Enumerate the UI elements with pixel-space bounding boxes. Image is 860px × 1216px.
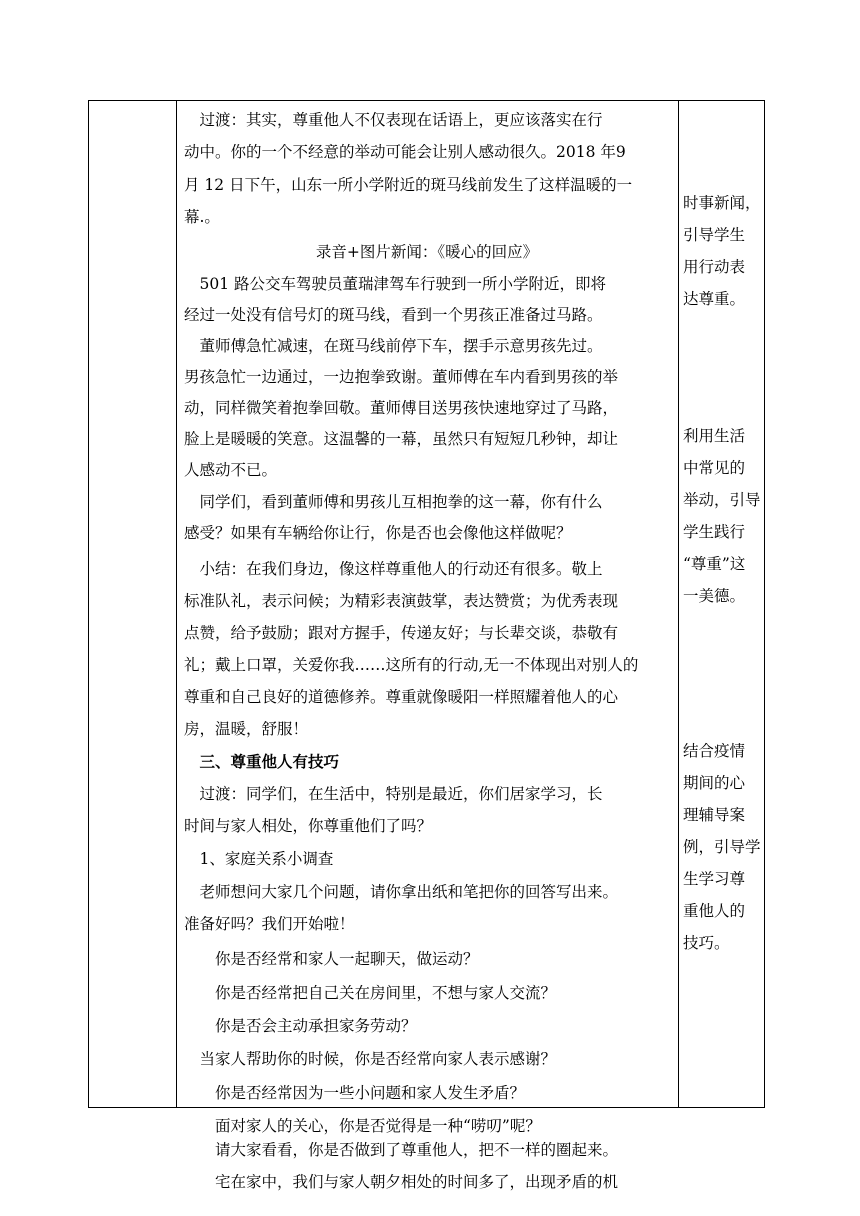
content-line: 请大家看看，你是否做到了尊重他人，把不一样的圈起来。 — [184, 1141, 619, 1159]
content-line: 董师傅急忙减速，在斑马线前停下车，摆手示意男孩先过。 — [184, 337, 603, 355]
content-line: 过渡：其实，尊重他人不仅表现在话语上，更应该落实在行 — [184, 111, 603, 129]
content-line: 过渡：同学们，在生活中，特别是最近，你们居家学习，长 — [184, 785, 603, 803]
content-line: 准备好吗？我们开始啦！ — [184, 915, 355, 933]
content-line: 1、家庭关系小调查 — [184, 850, 334, 868]
content-line: 礼；戴上口罩，关爱你我……这所有的行动,无一不体现出对别人的 — [184, 656, 639, 674]
design-note-line: 举动，引导 — [683, 491, 761, 509]
design-note-line: 时事新闻， — [683, 194, 761, 212]
design-note-line: 生学习尊 — [683, 870, 746, 888]
content-line: 房，温暖，舒服！ — [184, 720, 309, 738]
content-line: 感受？如果有车辆给你让行，你是否也会像他这样做呢？ — [184, 524, 572, 542]
content-line: 尊重和自己良好的道德修养。尊重就像暖阳一样照耀着他人的心 — [184, 688, 619, 706]
content-line: 幕.。 — [184, 208, 220, 226]
content-line: 月 12 日下午，山东一所小学附近的斑马线前发生了这样温暖的一 — [184, 176, 633, 194]
design-note-line: 中常见的 — [683, 459, 746, 477]
design-note-line: 利用生活 — [683, 427, 746, 445]
content-line: 面对家人的关心，你是否觉得是一种“唠叨”呢？ — [184, 1117, 541, 1135]
design-note-line: 结合疫情 — [683, 742, 746, 760]
content-line: 同学们，看到董师傅和男孩儿互相抱拳的这一幕，你有什么 — [184, 493, 603, 511]
content-line: 501 路公交车驾驶员董瑞津驾车行驶到一所小学附近，即将 — [184, 275, 607, 293]
content-line: 你是否经常因为一些小问题和家人发生矛盾？ — [184, 1084, 526, 1102]
column-divider-left — [176, 101, 177, 1107]
design-note-line: 引导学生 — [683, 226, 746, 244]
content-line: 脸上是暖暖的笑意。这温馨的一幕，虽然只有短短几秒钟，却让 — [184, 430, 619, 448]
content-line: 动中。你的一个不经意的举动可能会让别人感动很久。2018 年9 — [184, 143, 626, 161]
section-heading: 三、尊重他人有技巧 — [184, 752, 340, 771]
content-line: 时间与家人相处，你尊重他们了吗？ — [184, 817, 433, 835]
content-line: 标准队礼，表示问候；为精彩表演鼓掌，表达赞赏；为优秀表现 — [184, 592, 619, 610]
content-line: 经过一处没有信号灯的斑马线，看到一个男孩正准备过马路。 — [184, 306, 603, 324]
content-line: 你是否经常把自己关在房间里，不想与家人交流？ — [184, 984, 557, 1002]
design-note-line: “尊重”这 — [683, 555, 746, 573]
content-line: 你是否经常和家人一起聊天，做运动？ — [184, 950, 479, 968]
design-note-line: 例，引导学 — [683, 838, 761, 856]
content-line: 小结：在我们身边，像这样尊重他人的行动还有很多。敬上 — [184, 560, 603, 578]
design-note-line: 理辅导案 — [683, 806, 746, 824]
content-line: 点赞，给予鼓励；跟对方握手，传递友好；与长辈交谈，恭敬有 — [184, 624, 619, 642]
column-divider-right — [678, 101, 679, 1107]
design-note-line: 技巧。 — [683, 934, 730, 952]
design-note-line: 期间的心 — [683, 774, 746, 792]
design-note-line: 达尊重。 — [683, 290, 746, 308]
content-line: 动，同样微笑着抱拳回敬。董师傅目送男孩快速地穿过了马路， — [184, 399, 619, 417]
content-line: 宅在家中，我们与家人朝夕相处的时间多了，出现矛盾的机 — [184, 1173, 619, 1191]
design-note-line: 学生践行 — [683, 523, 746, 541]
content-line: 录音+图片新闻：《暖心的回应》 — [315, 243, 539, 261]
design-note-line: 一美德。 — [683, 587, 746, 605]
design-note-line: 重他人的 — [683, 902, 746, 920]
content-line: 当家人帮助你的时候，你是否经常向家人表示感谢？ — [184, 1050, 557, 1068]
content-line: 男孩急忙一边通过，一边抱拳致谢。董师傅在车内看到男孩的举 — [184, 368, 619, 386]
content-line: 人感动不已。 — [184, 461, 278, 479]
content-line: 老师想问大家几个问题，请你拿出纸和笔把你的回答写出来。 — [184, 883, 619, 901]
content-line: 你是否会主动承担家务劳动？ — [184, 1017, 417, 1035]
design-note-line: 用行动表 — [683, 258, 746, 276]
